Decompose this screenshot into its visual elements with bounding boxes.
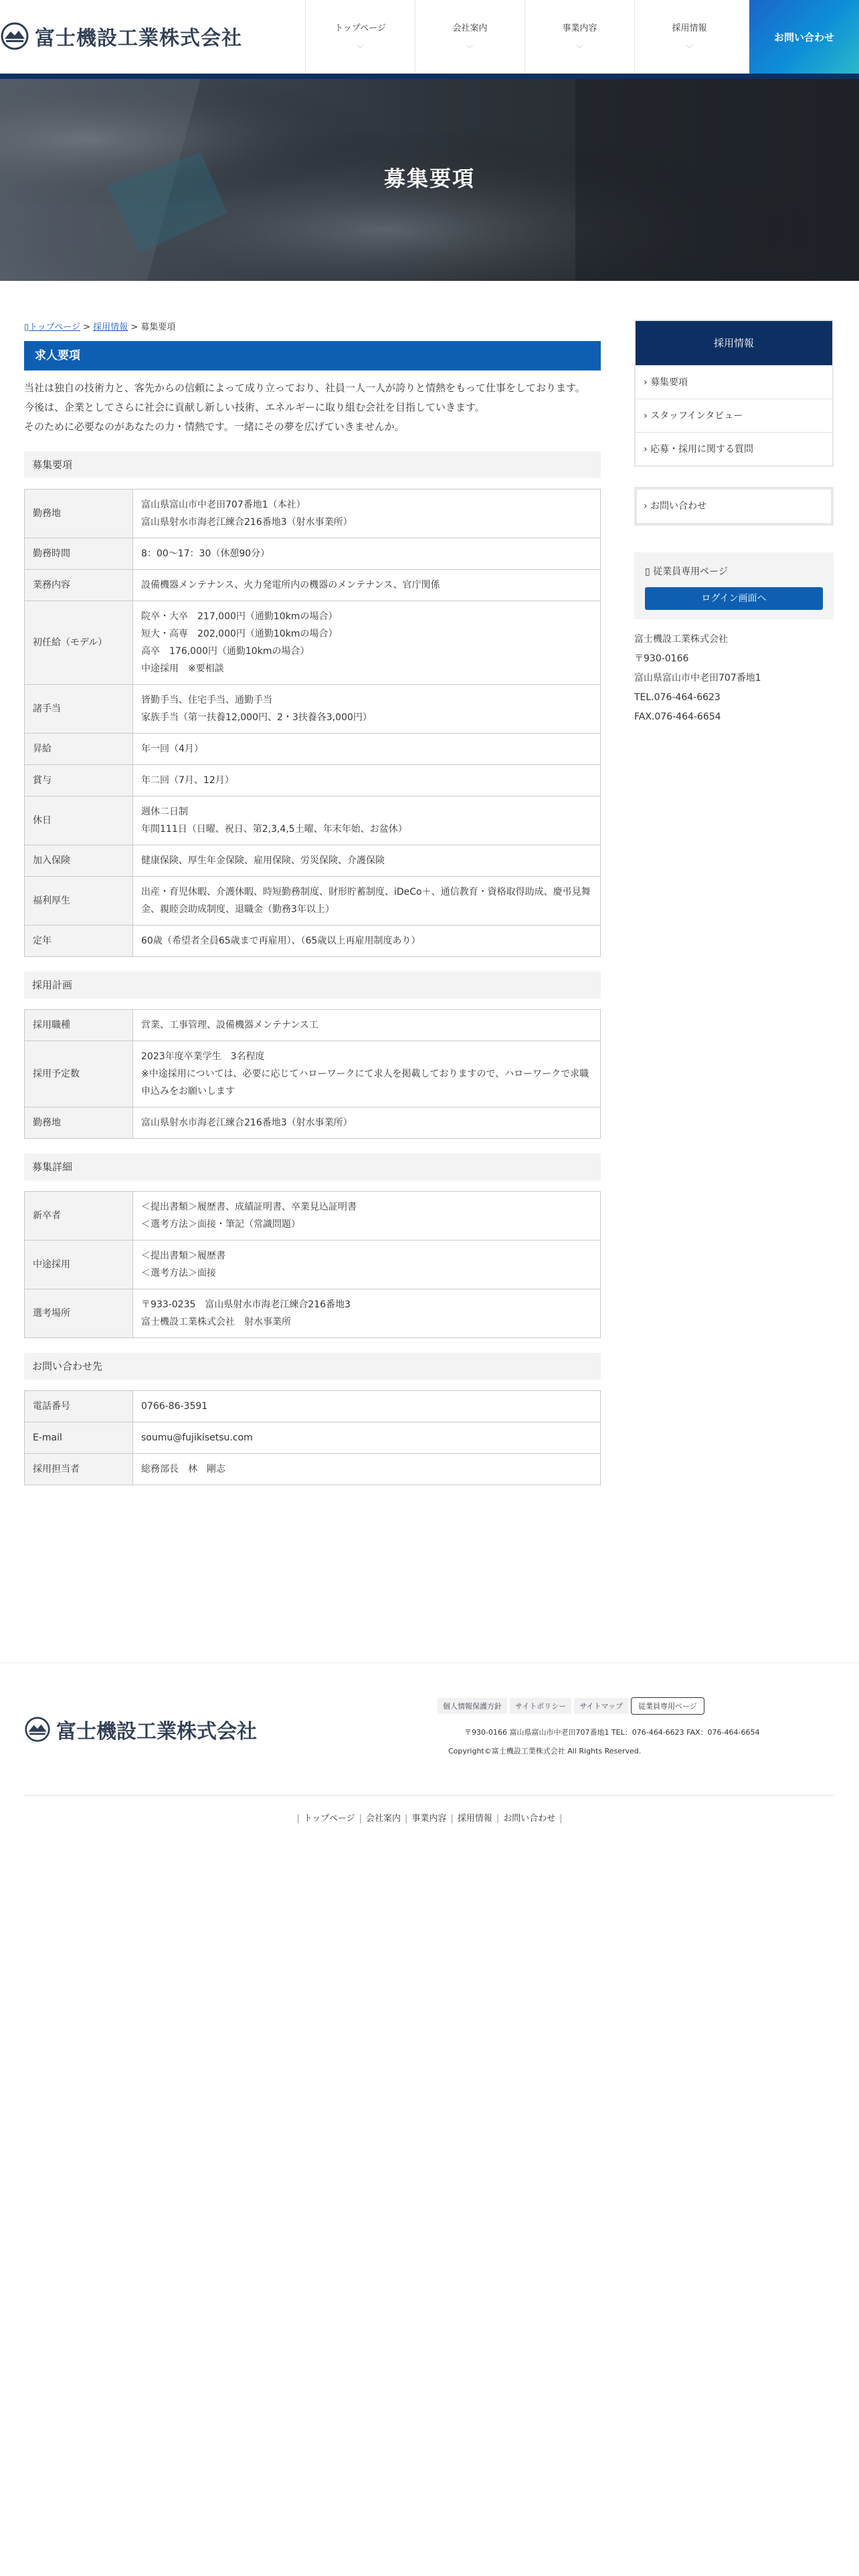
footer-nav-separator: | [496,1814,500,1824]
sidebar [634,320,834,727]
breadcrumb-current: 募集要項 [140,322,176,332]
chevron-right-icon: › [644,411,648,421]
footer-mini-links [438,1697,704,1715]
table-row [25,1192,601,1241]
footer-logo[interactable] [24,1715,257,1744]
row-value-line: 院卒・大卒 217,000円（通勤10kmの場合） [141,611,338,622]
row-value-line: 設備機器メンテナンス、火力発電所内の機器のメンテナンス、官庁関係 [141,580,440,591]
footer-divider [0,1662,859,1663]
intro-paragraph: そのために必要なのがあなたの力・情熱です。一緒にその夢を広げていきませんか。 [24,421,405,433]
row-label: 賞与 [25,765,133,796]
footer-nav-separator: | [450,1814,454,1824]
table-section-heading: お問い合わせ先 [24,1353,601,1380]
row-value-line: 〒933-0235 富山県射水市海老江練合216番地3 [141,1299,351,1310]
row-label: 勤務地 [25,490,133,538]
site-header [0,0,859,75]
staff-page-label [645,564,823,578]
info-table [24,1009,601,1139]
gnav-item-top[interactable] [305,0,415,74]
row-value-line: 週休二日制 [141,807,188,817]
sidebar-item-label: 応募・採用に関する質問 [650,444,754,455]
row-label: 加入保険 [25,845,133,877]
chevron-right-icon: › [644,501,648,512]
row-value [133,1422,601,1454]
row-value-line: 短大・高専 202,000円（通勤10kmの場合） [141,629,338,639]
staff-login-box [634,552,834,619]
footer-divider [24,1795,835,1796]
row-value-line: 健康保険、厚生年金保険、雇用保険、労災保険、介護保険 [141,855,385,866]
info-table [24,489,601,957]
breadcrumb-home[interactable]: トップページ [29,322,80,332]
table-row [25,1289,601,1338]
sitemap-link[interactable]: サイトマップ [574,1698,628,1714]
table-row [25,1422,601,1454]
row-label: 諸手当 [25,685,133,734]
gnav-item-company[interactable] [415,0,524,74]
row-value [133,570,601,601]
footer-nav [0,1811,859,1824]
sidebar-item-faq[interactable] [636,432,832,465]
row-value [133,926,601,957]
row-value-line: ※中途採用については、必要に応じてハローワークにて求人を掲載しておりますので、ハローワークで求職申込みをお願いします [141,1069,589,1097]
row-value [133,1192,601,1241]
info-table [24,1191,601,1338]
footer-logo-text: 富士機設工業株式会社 [56,1720,257,1743]
contact-button[interactable]: お問い合わせ [749,0,859,74]
row-value [133,685,601,734]
gnav-label: 事業内容 [562,23,597,33]
company-name: 富士機設工業株式会社 [634,634,728,645]
row-value-line: ＜提出書類＞履歴書 [141,1251,225,1261]
row-label: 初任給（モデル） [25,601,133,685]
table-row [25,765,601,796]
row-value-line: 富山県射水市海老江練合216番地3（射水事業所） [141,1117,353,1128]
row-value [133,796,601,845]
main-content [24,320,601,1485]
chevron-down-icon: ﹀ [357,45,364,53]
row-value-line: 年二回（7月、12月） [141,775,234,786]
table-row [25,796,601,845]
table-row [25,734,601,765]
sidebar-recruit-menu [634,320,834,467]
row-label: 採用予定数 [25,1041,133,1107]
gnav-label: トップページ [335,23,386,33]
row-value [133,1454,601,1485]
page-title: 募集要項 [383,166,475,191]
logo-mark-icon [24,1716,51,1743]
sidebar-contact-link[interactable] [634,487,834,526]
row-value-line: 出産・育児休暇、介護休暇、時短勤務制度、財形貯蓄制度、iDeCo＋、通信教育・資格取得助成、慶弔見舞金、親睦会助成制度、退職金（勤務3年以上） [141,887,591,915]
company-zip: 〒930-0166 [634,653,689,664]
intro-text [24,379,601,437]
sidebar-item-label: スタッフインタビュー [650,411,743,421]
login-button[interactable]: ログイン画面へ [645,587,823,610]
row-label: 勤務時間 [25,538,133,570]
row-label: 業務内容 [25,570,133,601]
sidebar-item-requirements[interactable] [636,365,832,399]
chevron-right-icon: › [644,444,648,455]
table-row [25,1041,601,1107]
hero-banner [0,79,859,281]
footer-nav-company[interactable]: 会社案内 [366,1814,401,1824]
gnav-label: 採用情報 [672,23,707,33]
row-label: 新卒者 [25,1192,133,1241]
table-row [25,877,601,926]
table-row [25,570,601,601]
row-value-line: 富士機設工業株式会社 射水事業所 [141,1317,291,1327]
row-label: 選考場所 [25,1289,133,1338]
row-label: 勤務地 [25,1107,133,1139]
home-icon: ▯ [24,322,29,332]
row-value-line: ＜選考方法＞面接・筆記（常識問題） [141,1219,300,1230]
table-row [25,538,601,570]
row-value [133,734,601,765]
company-info [634,630,834,727]
gnav-item-recruit[interactable] [634,0,744,74]
section-heading: 求人要項 [24,341,601,370]
row-value [133,1391,601,1422]
row-value [133,601,601,685]
row-value-line: ＜提出書類＞履歴書、成績証明書、卒業見込証明書 [141,1202,357,1212]
company-fax: FAX.076-464-6654 [634,712,721,722]
row-label: 採用担当者 [25,1454,133,1485]
site-policy-link[interactable]: サイトポリシー [510,1698,571,1714]
row-value-line: 60歳（希望者全員65歳まで再雇用）、（65歳以上再雇用制度あり） [141,936,421,946]
table-row [25,926,601,957]
row-value [133,845,601,877]
gnav-label: 会社案内 [452,23,488,33]
row-label: 昇給 [25,734,133,765]
row-value-line: 中途採用 ※要相談 [141,663,224,674]
logo-text: 富士機設工業株式会社 [35,27,242,50]
footer-nav-separator: | [405,1814,408,1824]
breadcrumb [24,320,601,334]
header-accent-bar [0,74,859,79]
table-section-heading: 募集要項 [24,451,601,478]
row-value [133,1241,601,1289]
row-value-line: 0766-86-3591 [141,1401,208,1412]
lock-icon: ▯ [645,566,650,577]
global-nav [305,0,744,74]
recruit-sections [24,451,601,1485]
copyright: Copyright©富士機設工業株式会社 All Rights Reserved. [448,1747,642,1755]
row-value-line: 富山県射水市海老江練合216番地3（射水事業所） [141,517,353,528]
gnav-item-business[interactable] [524,0,634,74]
sidebar-contact-label: お問い合わせ [650,501,707,512]
row-value [133,1107,601,1139]
footer-nav-contact[interactable]: お問い合わせ [503,1814,556,1824]
table-row [25,845,601,877]
footer-nav-business[interactable]: 事業内容 [411,1814,447,1824]
row-value-line: 皆勤手当、住宅手当、通勤手当 [141,695,272,706]
footer-nav-separator: | [359,1814,362,1824]
table-row [25,1241,601,1289]
breadcrumb-recruit[interactable]: 採用情報 [93,322,128,332]
intro-paragraph: 今後は、企業としてさらに社会に貢献し新しい技術、エネルギーに取り組む会社を目指していきます。 [24,401,485,413]
chevron-right-icon: › [644,377,648,388]
footer-nav-separator: | [296,1814,300,1824]
chevron-down-icon: ﹀ [576,45,583,53]
table-section-heading: 募集詳細 [24,1154,601,1180]
table-row [25,1454,601,1485]
row-value [133,490,601,538]
footer-nav-top[interactable]: トップページ [303,1814,355,1824]
company-address: 富山県富山市中老田707番地1 [634,673,761,683]
company-tel: TEL.076-464-6623 [634,692,721,703]
row-value-line: 家族手当（第一扶養12,000円、2・3扶養各3,000円） [141,712,372,723]
footer-address: 〒930-0166 富山県富山市中老田707番地1 TEL：076-464-6623 FAX：076-464-6654 [464,1728,760,1737]
footer-nav-separator: | [559,1814,563,1824]
row-label: E-mail [25,1422,133,1454]
row-value-line: 年間111日（日曜、祝日、第2,3,4,5土曜、年末年始、お盆休） [141,824,407,835]
row-value-line: soumu@fujikisetsu.com [141,1432,253,1443]
chevron-down-icon: ﹀ [686,45,693,53]
table-row [25,685,601,734]
row-value-line: 年一回（4月） [141,744,203,754]
row-value-line: 富山県富山市中老田707番地1（本社） [141,500,306,510]
footer-nav-recruit[interactable]: 採用情報 [457,1814,492,1824]
row-label: 採用職種 [25,1010,133,1041]
intro-paragraph: 当社は独自の技術力と、客先からの信頼によって成り立っており、社員一人一人が誇りと情熱をもって仕事をしております。 [24,382,585,394]
staff-page-text: 従業員専用ページ [653,566,728,577]
row-label: 休日 [25,796,133,845]
row-label: 福利厚生 [25,877,133,926]
row-value [133,765,601,796]
row-value-line: 高卒 176,000円（通勤10kmの場合） [141,646,310,657]
row-label: 電話番号 [25,1391,133,1422]
row-value [133,538,601,570]
chevron-down-icon: ﹀ [466,45,474,53]
sidebar-recruit-heading: 採用情報 [636,321,832,365]
row-value-line: 2023年度卒業学生 3名程度 [141,1051,265,1062]
sidebar-item-label: 募集要項 [650,377,688,388]
table-row [25,1010,601,1041]
row-value [133,1010,601,1041]
row-value [133,1289,601,1338]
row-value [133,1041,601,1107]
logo-mark-icon [0,21,29,51]
row-value-line: 営業、工事管理、設備機器メンテナンス工 [141,1020,318,1031]
row-value-line: 8：00〜17：30（休憩90分） [141,548,270,559]
breadcrumb-separator: > [80,322,94,332]
row-value [133,877,601,926]
info-table [24,1390,601,1485]
table-row [25,1107,601,1139]
staff-page-link[interactable]: 従業員専用ページ [631,1697,704,1715]
table-row [25,1391,601,1422]
table-section-heading: 採用計画 [24,972,601,998]
row-value-line: ＜選考方法＞面接 [141,1268,216,1279]
table-row [25,490,601,538]
table-row [25,601,601,685]
privacy-policy-link[interactable]: 個人情報保護方針 [438,1698,507,1714]
breadcrumb-separator: > [128,322,141,332]
row-label: 定年 [25,926,133,957]
row-value-line: 総務部長 林 剛志 [141,1464,225,1475]
row-label: 中途採用 [25,1241,133,1289]
sidebar-item-interview[interactable] [636,399,832,432]
site-logo[interactable] [0,19,242,53]
